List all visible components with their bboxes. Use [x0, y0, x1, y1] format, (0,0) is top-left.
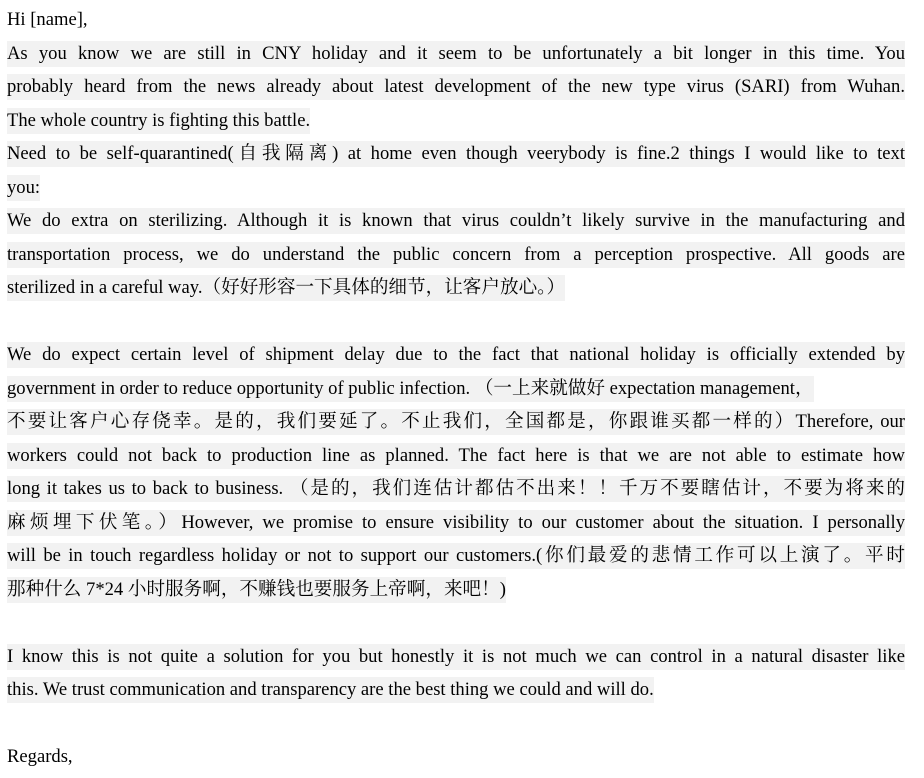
greeting: Hi [name],	[7, 9, 88, 30]
paragraph4-line: 不要让客户心存侥幸。是的，我们要延了。不止我们，全国都是，你跟谁买都一样的）Therefore, our	[7, 405, 905, 439]
paragraph3-line: sterilized in a careful way.（好好形容一下具体的细节，让客户放心。）	[7, 271, 905, 305]
closing-line	[7, 740, 905, 774]
paragraph4-line: government in order to reduce opportunity of public infection. （一上来就做好 expectation management，	[7, 372, 905, 406]
paragraph4-line: 麻烦埋下伏笔。）However, we promise to ensure visibility to our customer about the situation. I personally	[7, 506, 905, 540]
paragraph-spacer	[7, 707, 905, 741]
paragraph2-line: you:	[7, 171, 905, 205]
paragraph4-line: We do expect certain level of shipment delay due to the fact that national holiday is officially extended by	[7, 338, 905, 372]
paragraph3-line: transportation process, we do understand the public concern from a perception prospective. All goods are	[7, 238, 905, 272]
paragraph1-line: The whole country is fighting this battle.	[7, 104, 905, 138]
closing: Regards,	[7, 746, 73, 767]
paragraph-spacer	[7, 606, 905, 640]
paragraph4-line: will be in touch regardless holiday or not to support our customers.(你们最爱的悲情工作可以上演了。平时	[7, 539, 905, 573]
paragraph4-line: 那种什么 7*24 小时服务啊，不赚钱也要服务上帝啊，来吧！)	[7, 573, 905, 607]
paragraph5-line: this. We trust communication and transparency are the best thing we could and will do.	[7, 673, 905, 707]
paragraph4-line: workers could not back to production line as planned. The fact here is that we are not able to estimate how	[7, 439, 905, 473]
paragraph1-line: As you know we are still in CNY holiday and it seem to be unfortunately a bit longer in this time. You	[7, 37, 905, 71]
paragraph5-line: I know this is not quite a solution for you but honestly it is not much we can control in a natural disaster like	[7, 640, 905, 674]
paragraph2-line: Need to be self-quarantined(自我隔离) at home even though veerybody is fine.2 things I would like to text	[7, 137, 905, 171]
paragraph4-line: long it takes us to back to business. （是的，我们连估计都估不出来！！千万不要瞎估计，不要为将来的	[7, 472, 905, 506]
letter-document	[7, 3, 905, 774]
greeting-line	[7, 3, 905, 37]
paragraph3-line: We do extra on sterilizing. Although it is known that virus couldn’t likely survive in the manufacturing and	[7, 204, 905, 238]
paragraph-spacer	[7, 305, 905, 339]
paragraph1-line: probably heard from the news already about latest development of the new type virus (SARI) from Wuhan.	[7, 70, 905, 104]
